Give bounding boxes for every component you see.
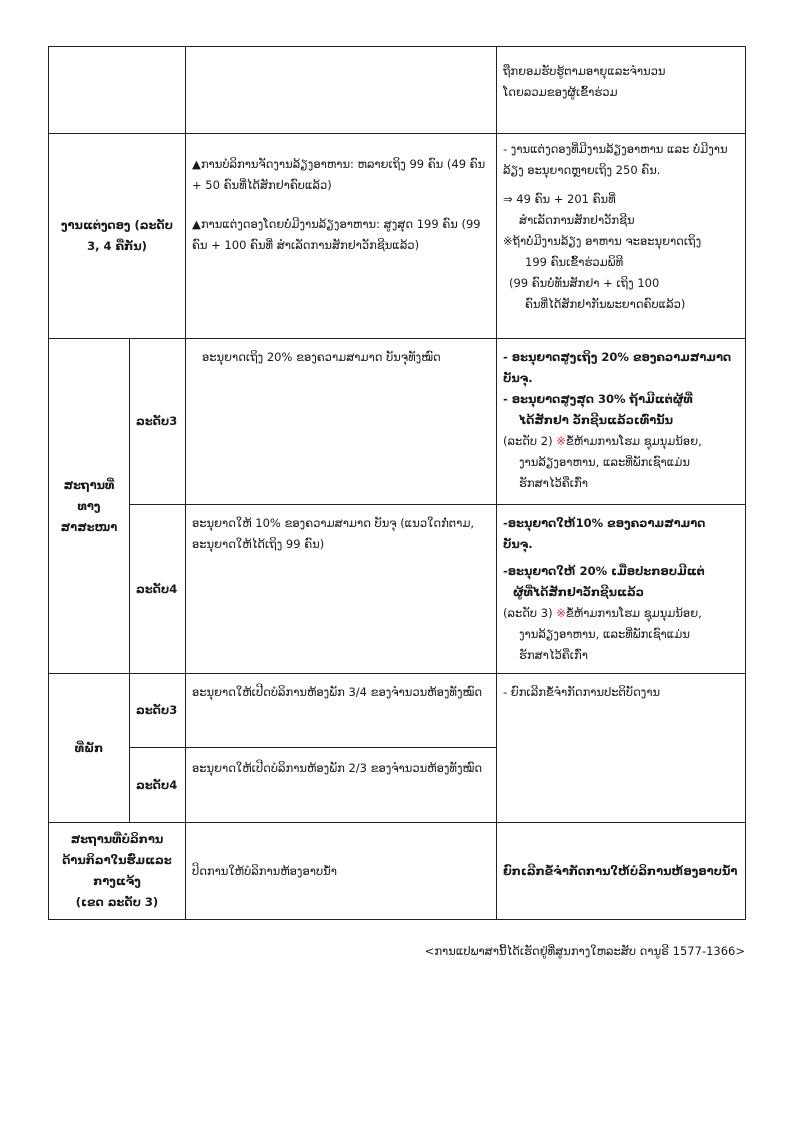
cell-sports-current: ປິດການໃຫ້ບໍລິການຫ້ອງອາບນ້ຳ xyxy=(186,823,497,920)
cell-religious-l4-new: -ອະນຸຍາດໃຫ້10% ຂອງຄວາມສາມາດ ບັນຈຸ. -ອະນຸຍາດໃຫ້ 20% ເມື່ອປະກອບມີແຕ່ ຜູ້ທີ່ໄດ້ສັກຢາວັກຊີນແລ້ວ (ລະດັບ 3) ※ຂໍ້ຫ້າມການໂຮມ ຊຸມນຸມນ້ອຍ, ງານລ້ຽງອາຫານ, ແລະທີ່ພັກເຊົາແມ່ນ ຮັກສາໄວ້ຄືເກົ່າ xyxy=(497,505,746,674)
row-label-religious: ສະຖານທີ່ທາງສາສະໜາ xyxy=(49,339,130,674)
table-row xyxy=(49,823,746,920)
level-label: ລະດັບ4 xyxy=(130,505,186,674)
cell-wedding-new: - ງານແຕ່ງດອງທີ່ມີງານລ້ຽງອາຫານ ແລະ ບໍ່ມີງານລ້ຽງ ອະນຸຍາດຫຼາຍເຖິງ 250 ຄົນ. ⇒ 49 ຄົນ + 201 ຄົນທີ່ ສຳເລັດການສັກຢາວັກຊີນ ※ຖ້າບໍ່ມີງານລ້ຽງ ອາຫານ ຈະອະນຸຍາດເຖິງ 199 ຄົນເຂົ້າຮ່ວມພິທີ (99 ຄົນບໍ່ທັນສັກຢາ + ເຖິງ 100 ຄົນທີ່ໄດ້ສັກຢາກັນພະຍາດຄົບແລ້ວ) xyxy=(497,134,746,339)
level-label: ລະດັບ3 xyxy=(130,339,186,505)
table-row xyxy=(49,47,746,134)
translation-footer: <ການແປພາສານີ້ໄດ້ເຮັດຢູ່ທີ່ສູນກາງໃຫລະສັບ ດານູຣີ 1577-1366> xyxy=(424,944,745,958)
reference-mark-icon: ※ xyxy=(556,434,566,448)
cell-lodging-l4-current: ອະນຸຍາດໃຫ້ເປີດບໍລິການຫ້ອງພັກ 2/3 ຂອງຈຳນວນຫ້ອງທັງໝົດ xyxy=(186,748,497,823)
table-row xyxy=(49,505,746,674)
row-label-wedding: ງານແຕ່ງດອງ (ລະດັບ 3, 4 ຄືກັນ) xyxy=(49,134,186,339)
level-label: ລະດັບ4 xyxy=(130,748,186,823)
cell-lodging-new: - ຍົກເລີກຂໍ້ຈຳກັດການປະຕິບັດງານ xyxy=(497,674,746,823)
cell-religious-l3-new: - ອະນຸຍາດສູງເຖິງ 20% ຂອງຄວາມສາມາດບັນຈຸ. - ອະນຸຍາດສູງສຸດ 30% ຖ້າມີແຕ່ຜູ້ທີ່ ໄດ້ສັກຢາ ວັກຊີນແລ້ວເທົ່ານັ້ນ (ລະດັບ 2) ※ຂໍ້ຫ້າມການໂຮມ ຊຸມນຸມນ້ອຍ, ງານລ້ຽງອາຫານ, ແລະທີ່ພັກເຊົາແມ່ນ ຮັກສາໄວ້ຄືເກົ່າ xyxy=(497,339,746,505)
table-row xyxy=(49,339,746,505)
table-row xyxy=(49,674,746,748)
row-label-sports: ສະຖານທີ່ບໍລິການ ດ້ານກິລາໃນຮົ່ມແລະ ກາງແຈ້ງ (ເຂດ ລະດັບ 3) xyxy=(49,823,186,920)
cell-lodging-l3-current: ອະນຸຍາດໃຫ້ເປີດບໍລິການຫ້ອງພັກ 3/4 ຂອງຈຳນວນຫ້ອງທັງໝົດ xyxy=(186,674,497,748)
table-row xyxy=(49,134,746,339)
cell-sports-new: ຍົກເລີກຂໍ້ຈຳກັດການໃຫ້ບໍລິການຫ້ອງອາບນ້ຳ xyxy=(497,823,746,920)
reference-mark-icon: ※ xyxy=(556,606,566,620)
cell-note: ຖືກຍອມຮັບຮູ້ຕາມອາຍຸແລະຈຳນວນ ໂດຍລວມຂອງຜູ້ເຂົ້າຮ່ວມ xyxy=(497,47,746,134)
cell-wedding-current: ▲ການບໍລິການຈັດງານລ້ຽງອາຫານ: ຫລາຍເຖິງ 99 ຄົນ (49 ຄົນ + 50 ຄົນທີ່ໄດ້ສັກຢາຄົບແລ້ວ) ▲ການແຕ່ງດອງໂດຍບໍ່ມີງານລ້ຽງອາຫານ: ສູງສຸດ 199 ຄົນ (99 ຄົນ + 100 ຄົນທີ່ ສຳເລັດການສັກຢາວັກຊີນແລ້ວ) xyxy=(186,134,497,339)
cell-religious-l4-current: ອະນຸຍາດໃຫ້ 10% ຂອງຄວາມສາມາດ ບັນຈຸ (ແນວໃດກໍ່ຕາມ, ອະນຸຍາດໃຫ້ໄດ້ເຖິງ 99 ຄົນ) xyxy=(186,505,497,674)
cell-religious-l3-current: ອະນຸຍາດເຖິງ 20% ຂອງຄວາມສາມາດ ບັນຈຸທັງໝົດ xyxy=(186,339,497,505)
policy-table xyxy=(48,46,746,920)
level-label: ລະດັບ3 xyxy=(130,674,186,748)
row-label-lodging: ທີ່ພັກ xyxy=(49,674,130,823)
